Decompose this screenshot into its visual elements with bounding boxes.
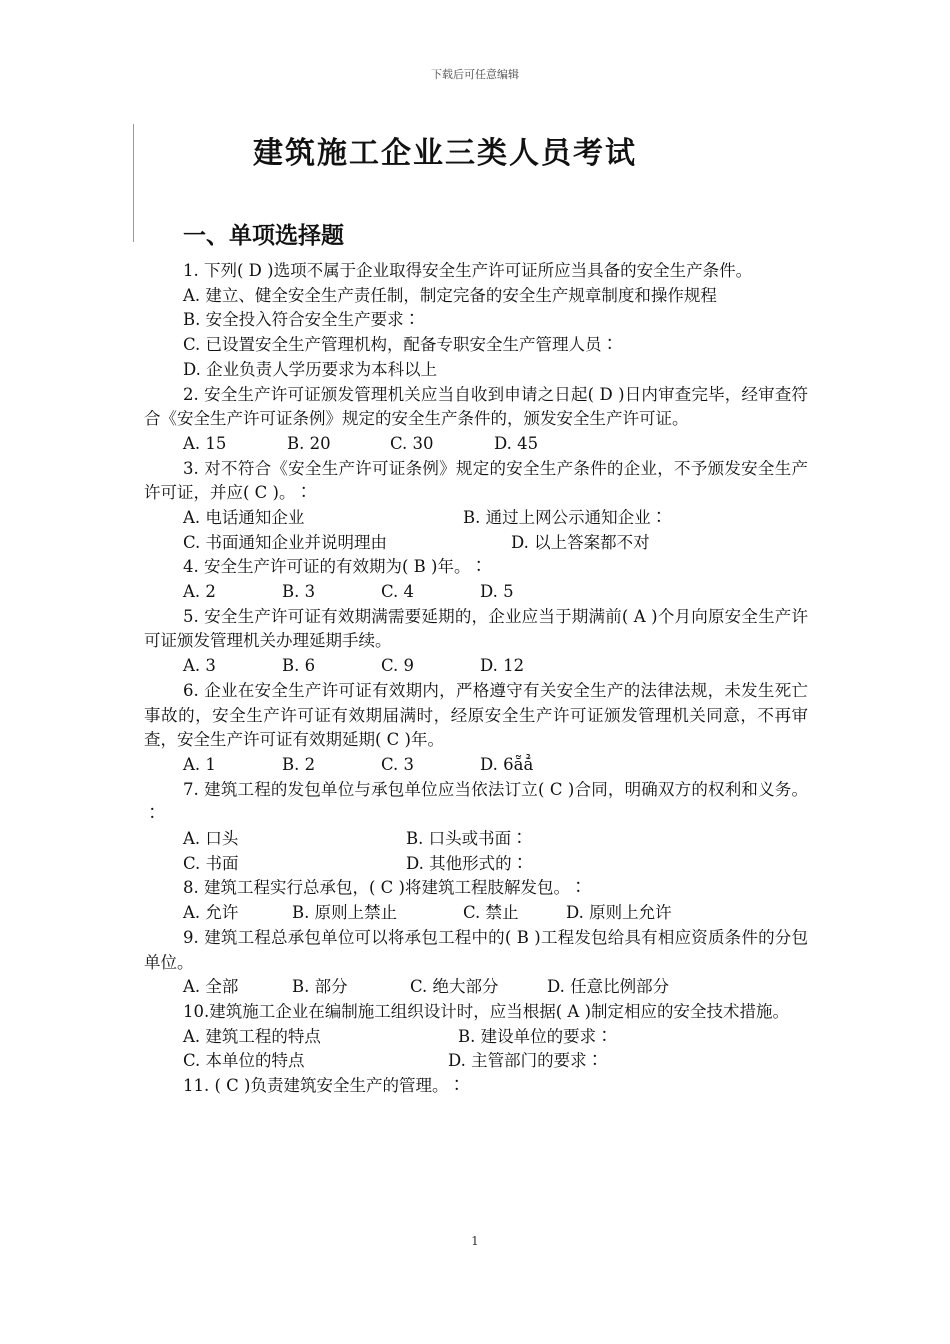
question-2: 2. 安全生产许可证颁发管理机关应当自收到申请之日起( D )日内审查完毕，经审查符合《安全生产许可证条例》规定的安全生产条件的，颁发安全生产许可证。 (144, 384, 808, 429)
question-11: 11. ( C )负责建筑安全生产的管理。∶ (183, 1076, 465, 1096)
question-10-option-a: A. 建筑工程的特点 (183, 1026, 321, 1046)
section-heading: 一、单项选择题 (183, 223, 344, 249)
question-5: 5. 安全生产许可证有效期满需要延期的，企业应当于期满前( A )个月向原安全生产许可证颁发管理机关办理延期手续。 (144, 606, 808, 651)
question-4-option-a: A. 2 (183, 582, 216, 602)
question-5-option-d: D. 12 (480, 656, 525, 676)
question-7-option-d: D. 其他形式的∶ (406, 853, 529, 873)
question-9-options (144, 975, 808, 1000)
question-7: 7. 建筑工程的发包单位与承包单位应当依法订立( C )合同，明确双方的权利和义务。∶ (144, 779, 808, 824)
question-6-option-b: B. 2 (282, 754, 316, 774)
question-10: 10.建筑施工企业在编制施工组织设计时，应当根据( A )制定相应的安全技术措施。 (183, 1001, 790, 1021)
question-9: 9. 建筑工程总承包单位可以将承包工程中的( B )工程发包给具有相应资质条件的分包单位。 (144, 927, 808, 972)
question-3: 3. 对不符合《安全生产许可证条例》规定的安全生产条件的企业，不予颁发安全生产许可证，并应( C )。∶ (144, 458, 808, 503)
question-10-options-row1 (144, 1025, 808, 1050)
question-3-option-b: B. 通过上网公示通知企业∶ (463, 508, 668, 528)
question-5-option-b: B. 6 (282, 656, 316, 676)
question-2-option-b: B. 20 (287, 433, 331, 453)
question-8-options (144, 901, 808, 926)
question-1-option-c: C. 已设置安全生产管理机构，配备专职安全生产管理人员∶ (183, 335, 619, 355)
question-2-option-c: C. 30 (390, 433, 434, 453)
question-9-option-d: D. 任意比例部分 (547, 977, 670, 997)
question-2-option-d: D. 45 (494, 433, 539, 453)
page-title: 建筑施工企业三类人员考试 (253, 136, 637, 171)
question-4-option-d: D. 5 (480, 582, 514, 602)
question-4-option-b: B. 3 (282, 582, 316, 602)
question-10-options-row2 (144, 1049, 808, 1074)
question-7-options-row2 (144, 852, 808, 877)
question-1: 1. 下列( D )选项不属于企业取得安全生产许可证所应当具备的安全生产条件。 (183, 261, 753, 280)
question-2-options (144, 432, 808, 457)
question-3-option-d: D. 以上答案都不对 (511, 532, 650, 552)
question-3-option-a: A. 电话通知企业 (183, 508, 305, 528)
question-8-option-a: A. 允许 (183, 903, 239, 923)
question-6-option-a: A. 1 (183, 754, 216, 774)
question-7-option-c: C. 书面 (183, 853, 239, 873)
page-number: 1 (471, 1234, 479, 1248)
question-2-option-a: A. 15 (183, 433, 227, 453)
question-7-option-b: B. 口头或书面∶ (406, 829, 528, 849)
question-8-option-d: D. 原则上允许 (566, 903, 672, 923)
question-4-options (144, 580, 808, 605)
question-9-option-c: C. 绝大部分 (410, 977, 499, 997)
question-4: 4. 安全生产许可证的有效期为( B )年。∶ (183, 557, 487, 577)
question-9-option-b: B. 部分 (292, 977, 348, 997)
question-8: 8. 建筑工程实行总承包，( C )将建筑工程肢解发包。∶ (183, 878, 587, 898)
question-10-option-d: D. 主管部门的要求∶ (448, 1051, 604, 1071)
question-1-option-d: D. 企业负责人学历要求为本科以上 (183, 359, 438, 379)
header-note: 下载后可任意编辑 (431, 68, 519, 81)
question-6-options (144, 753, 808, 778)
question-3-option-c: C. 书面通知企业并说明理由 (183, 532, 388, 552)
question-7-options-row1 (144, 827, 808, 852)
question-10-option-c: C. 本单位的特点 (183, 1051, 305, 1071)
question-8-option-b: B. 原则上禁止 (292, 903, 398, 923)
question-7-option-a: A. 口头 (183, 829, 239, 849)
question-3-options-row2 (144, 531, 808, 556)
question-5-option-a: A. 3 (183, 656, 216, 676)
question-3-options-row1 (144, 506, 808, 531)
question-8-option-c: C. 禁止 (463, 903, 519, 923)
question-1-option-a: A. 建立、健全安全生产责任制，制定完备的安全生产规章制度和操作规程 (183, 285, 717, 305)
question-6-option-d: D. 6ẵẳ (480, 754, 534, 774)
question-4-option-c: C. 4 (381, 582, 415, 602)
question-5-options (144, 654, 808, 679)
question-6-option-c: C. 3 (381, 754, 415, 774)
question-9-option-a: A. 全部 (183, 977, 239, 997)
question-1-option-b: B. 安全投入符合安全生产要求∶ (183, 310, 421, 330)
question-list (144, 259, 808, 1099)
question-6: 6. 企业在安全生产许可证有效期内，严格遵守有关安全生产的法律法规，未发生死亡事故的，安全生产许可证有效期届满时，经原安全生产许可证颁发管理机关同意，不再审查，安全生产许可证有效期延期( C )年。 (144, 680, 808, 750)
question-10-option-b: B. 建设单位的要求∶ (458, 1026, 613, 1046)
question-5-option-c: C. 9 (381, 656, 415, 676)
